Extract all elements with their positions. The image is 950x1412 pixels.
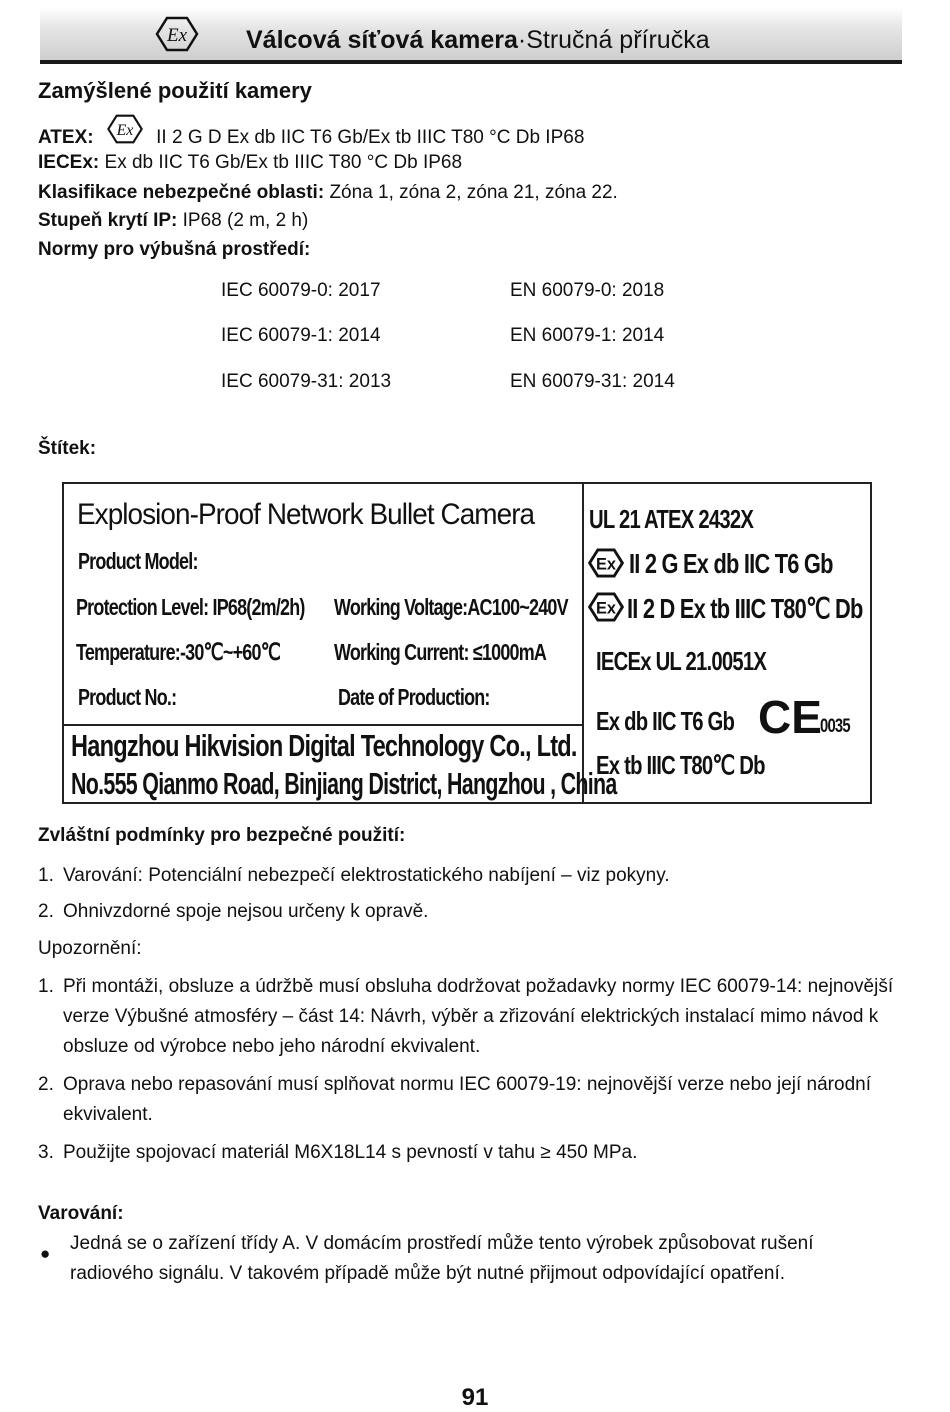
warning-text: Jedná se o zařízení třídy A. V domácím prostředí může tento výrobek způsobovat rušení radiového signálu. V takovém případě může být nutné přijmout odpovídající opatření. bbox=[70, 1233, 814, 1284]
ce-mark: CE bbox=[758, 691, 822, 743]
list-item bbox=[38, 1138, 918, 1168]
label-atex-gas: II 2 G Ex db IIC T6 Gb bbox=[629, 548, 833, 579]
label-protection-level: Protection Level: IP68(2m/2h) bbox=[76, 594, 305, 620]
ex-hexagon-icon bbox=[105, 114, 145, 150]
page-number: 91 bbox=[461, 1384, 489, 1411]
ex-hexagon-icon bbox=[155, 16, 199, 57]
ce-notified-body-number: 0035 bbox=[820, 716, 850, 737]
svg-text:Ex: Ex bbox=[595, 555, 617, 574]
list-item bbox=[38, 972, 918, 1062]
list-item-number: 2. bbox=[38, 1074, 54, 1095]
list-item-text: Oprava nebo repasování musí splňovat normu IEC 60079-19: nejnovější verze nebo její národní ekvivalent. bbox=[63, 1074, 871, 1125]
norm-iec: IEC 60079-1: 2014 bbox=[221, 325, 381, 346]
iecex-line bbox=[38, 152, 462, 174]
list-item bbox=[38, 861, 918, 891]
warning-title: Varování: bbox=[38, 1203, 124, 1224]
norms-heading bbox=[38, 239, 310, 261]
label-ul-atex: UL 21 ATEX 2432X bbox=[589, 504, 754, 534]
label-horizontal-divider bbox=[64, 724, 582, 726]
label-temperature: Temperature:-30℃~+60℃ bbox=[76, 639, 281, 665]
list-item-number: 3. bbox=[38, 1142, 54, 1163]
label-iecex-dust: Ex tb IIIC T80℃ Db bbox=[596, 750, 765, 780]
list-item bbox=[38, 1070, 918, 1130]
norm-en: EN 60079-31: 2014 bbox=[510, 371, 675, 392]
ex-hexagon-icon bbox=[588, 592, 624, 627]
list-item-text: Použijte spojovací materiál M6X18L14 s pevností v tahu ≥ 450 MPa. bbox=[63, 1142, 638, 1163]
bullet-icon: ● bbox=[40, 1244, 51, 1263]
label-product-model: Product Model: bbox=[78, 548, 198, 574]
header-title-separator: · bbox=[517, 26, 527, 54]
label-product-title: Explosion-Proof Network Bullet Camera bbox=[77, 498, 535, 531]
label-atex-dust: II 2 D Ex tb IIIC T80℃ Db bbox=[627, 593, 863, 624]
label-address: No.555 Qianmo Road, Binjiang District, Hangzhou , China bbox=[71, 766, 617, 801]
safe-use-heading bbox=[38, 825, 405, 847]
header-title-bold: Válcová síťová kamera bbox=[246, 26, 518, 54]
atex-label: ATEX: bbox=[38, 127, 94, 149]
label-date-of-production: Date of Production: bbox=[338, 684, 490, 710]
ip-rating-label: Stupeň krytí IP: bbox=[38, 210, 178, 231]
list-item-text: Varování: Potenciální nebezpečí elektrostatického nabíjení – viz pokyny. bbox=[63, 865, 670, 886]
label-vertical-divider bbox=[582, 484, 584, 802]
intended-use-title: Zamýšlené použití kamery bbox=[38, 78, 312, 103]
svg-text:Ex: Ex bbox=[116, 121, 134, 139]
hazard-area-label: Klasifikace nebezpečné oblasti: bbox=[38, 182, 325, 203]
svg-text:Ex: Ex bbox=[166, 25, 188, 46]
norm-en: EN 60079-0: 2018 bbox=[510, 280, 665, 301]
list-item-text: Při montáži, obsluze a údržbě musí obsluha dodržovat požadavky normy IEC 60079-14: nejnovější verze Výbušné atmosféry – část 14: Návrh, výběr a zřizování elektrických instalací mimo návod k obsluze od výrobce nebo jeho národní ekvivalent. bbox=[63, 976, 894, 1057]
page-header-title bbox=[246, 26, 710, 55]
norms-label: Normy pro výbušná prostředí: bbox=[38, 239, 311, 260]
label-section-title: Štítek: bbox=[38, 438, 97, 459]
ip-rating-value: IP68 (2 m, 2 h) bbox=[182, 210, 309, 231]
list-item-text: Ohnivzdorné spoje nejsou určeny k opravě. bbox=[63, 901, 429, 922]
label-product-no: Product No.: bbox=[78, 684, 177, 710]
notice-title: Upozornění: bbox=[38, 938, 142, 959]
norm-en: EN 60079-1: 2014 bbox=[510, 325, 665, 346]
list-item bbox=[38, 897, 918, 927]
label-iecex-gas: Ex db IIC T6 Gb bbox=[596, 706, 735, 736]
svg-text:Ex: Ex bbox=[595, 599, 617, 618]
label-iecex-cert: IECEx UL 21.0051X bbox=[596, 646, 767, 676]
header-title-rest: Stručná příručka bbox=[526, 26, 710, 54]
iecex-value: Ex db IIC T6 Gb/Ex tb IIIC T80 °C Db IP68 bbox=[104, 152, 463, 173]
list-item-number: 1. bbox=[38, 976, 54, 997]
ex-hexagon-icon bbox=[588, 548, 624, 583]
label-working-voltage: Working Voltage:AC100~240V bbox=[334, 594, 568, 620]
label-company: Hangzhou Hikvision Digital Technology Co., Ltd. bbox=[71, 728, 577, 763]
atex-line bbox=[38, 120, 584, 156]
label-working-current: Working Current: ≤1000mA bbox=[334, 639, 547, 665]
warning-heading bbox=[38, 1203, 124, 1225]
ip-rating-line bbox=[38, 210, 308, 232]
hazard-area-value: Zóna 1, zóna 2, zóna 21, zóna 22. bbox=[329, 182, 618, 203]
norm-iec: IEC 60079-31: 2013 bbox=[221, 371, 392, 392]
atex-value: II 2 G D Ex db IIC T6 Gb/Ex tb IIIC T80 °C Db IP68 bbox=[156, 127, 585, 149]
iecex-label: IECEx: bbox=[38, 152, 100, 173]
norm-iec: IEC 60079-0: 2017 bbox=[221, 280, 381, 301]
product-label bbox=[62, 482, 872, 804]
list-item-number: 1. bbox=[38, 865, 54, 886]
page-header bbox=[40, 8, 902, 64]
label-heading bbox=[38, 438, 96, 460]
safe-use-title: Zvláštní podmínky pro bezpečné použití: bbox=[38, 825, 406, 846]
hazard-area-line bbox=[38, 182, 618, 204]
list-item-number: 2. bbox=[38, 901, 54, 922]
